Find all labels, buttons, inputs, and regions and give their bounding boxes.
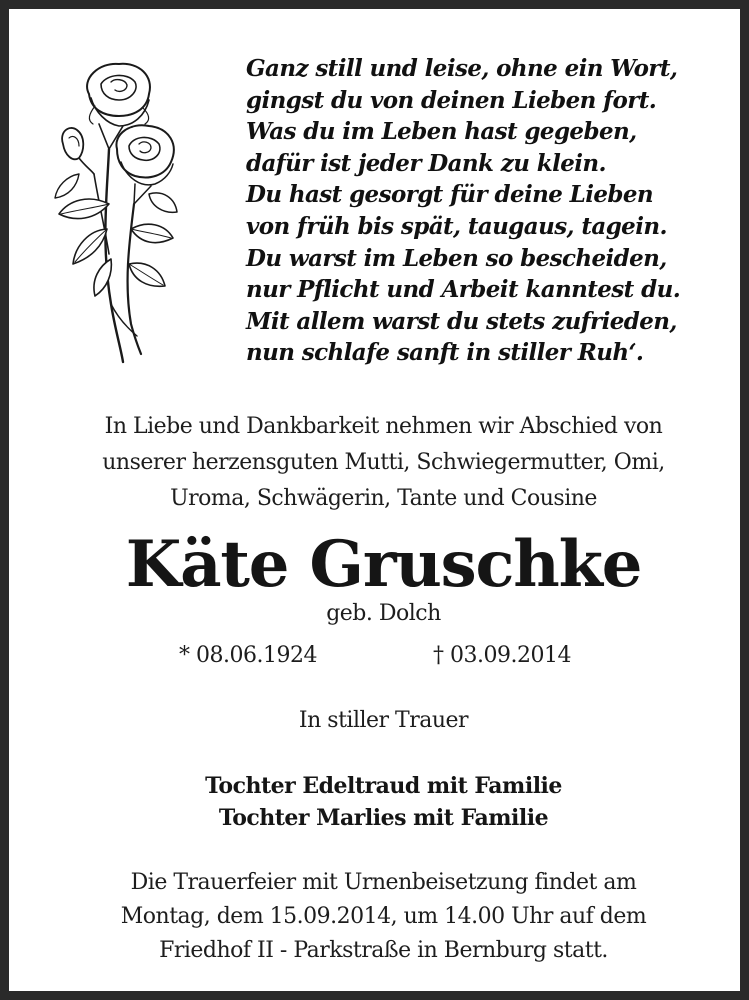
maiden-name: geb. Dolch <box>326 601 441 626</box>
intro-line: In Liebe und Dankbarkeit nehmen wir Abschied von <box>104 414 663 439</box>
funeral-line: Die Trauerfeier mit Urnenbeisetzung findet am <box>130 870 637 895</box>
birth-date: * 08.06.1924 <box>179 643 317 668</box>
funeral-details <box>29 866 738 968</box>
poem-line: Du hast gesorgt für deine Lieben <box>246 181 654 209</box>
poem-line: Ganz still und leise, ohne ein Wort, <box>246 55 678 82</box>
poem-line: von früh bis spät, taugaus, tagein. <box>246 212 667 240</box>
intro-line: Uroma, Schwägerin, Tante und Cousine <box>170 486 597 511</box>
poem-line: Was du im Leben hast gegeben, <box>246 118 637 146</box>
poem-line: Du warst im Leben so bescheiden, <box>246 244 667 272</box>
deceased-name: Käte Gruschke <box>125 527 642 602</box>
survivors-list <box>29 770 738 834</box>
poem-line: nun schlafe sanft in stiller Ruh‘. <box>246 339 644 367</box>
poem-line: dafür ist jeder Dank zu klein. <box>246 149 606 177</box>
death-date: † 03.09.2014 <box>433 643 571 668</box>
survivor-entry: Tochter Edeltraud mit Familie <box>205 773 562 799</box>
poem <box>246 53 716 369</box>
funeral-line: Friedhof II - Parkstraße in Bernburg statt. <box>159 938 608 963</box>
farewell-intro <box>29 409 738 517</box>
rose-icon <box>39 54 184 369</box>
poem-line: Mit allem warst du stets zufrieden, <box>246 307 677 335</box>
survivor-entry: Tochter Marlies mit Familie <box>218 805 549 831</box>
funeral-line: Montag, dem 15.09.2014, um 14.00 Uhr auf dem <box>120 904 647 929</box>
poem-line: nur Pflicht und Arbeit kanntest du. <box>246 276 681 304</box>
mourning-label: In stiller Trauer <box>298 708 469 733</box>
poem-line: gingst du von deinen Lieben fort. <box>246 86 657 114</box>
intro-line: unserer herzensguten Mutti, Schwiegermutter, Omi, <box>102 450 665 475</box>
